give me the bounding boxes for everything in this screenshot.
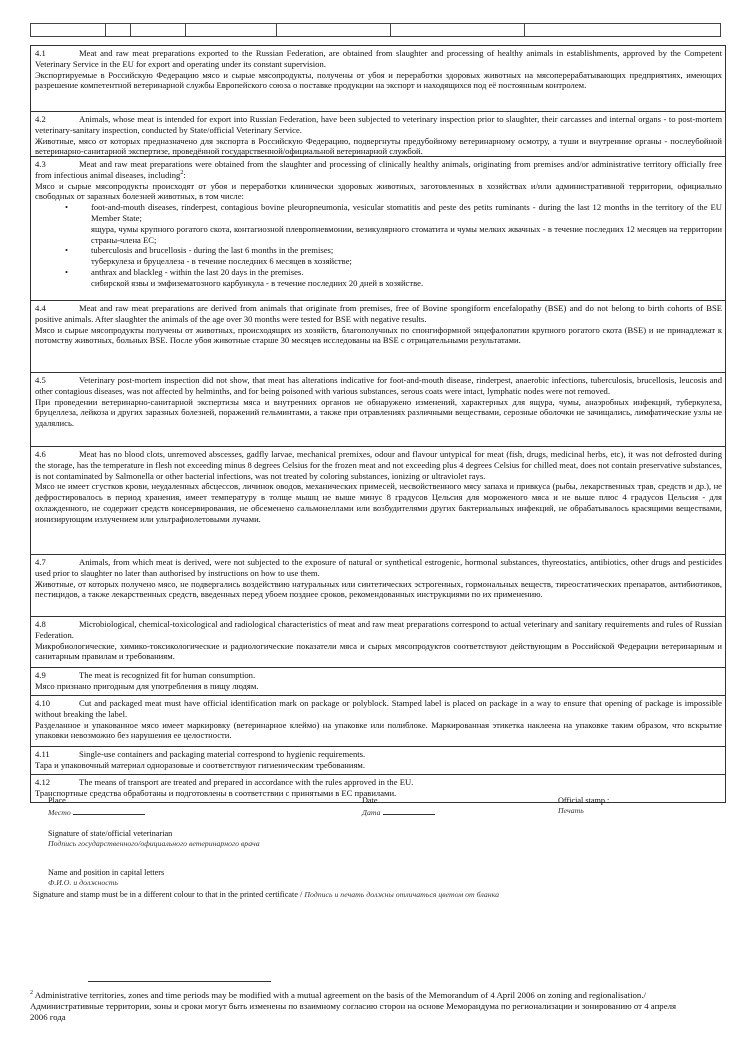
list-item: • foot-and-mouth diseases, rinderpest, contagious bovine pleuropneumonia, vesicular stomatitis and peste des petits ruminants - during the last 12 months in the territory of the EU Member State;: [35, 202, 722, 224]
clause-4-9: [31, 668, 725, 696]
clause-text-ru: Мясо признано пригодным для употребления в пищу людям.: [35, 680, 259, 691]
stamp-label-ru: Печать: [558, 806, 584, 815]
clause-number: 4.1: [35, 48, 46, 58]
clause-text-en: Animals, from which meat is derived, were not subjected to the exposure of natural or synthetical estrogenic, hormonal substances, thyreostatics, antibiotics, other drugs and pesticides used prior to slaughter no later than authorised by instructions on how to use them.: [35, 557, 722, 578]
clause-text-en: Microbiological, chemical-toxicological and radiological characteristics of meat and raw meat preparations correspond to actual veterinary and sanitary requirements and rules of Russian Federation.: [35, 619, 722, 640]
clause-en: [35, 749, 722, 760]
vet-signature-field: [48, 829, 260, 849]
clause-text-ru: Мясо и сырые мясопродукты происходят от убоя и переработки клинически здоровых животных, заготовленных в хозяйствах и/или административной территории, официально свободных от заразных болезней животных, в том числе:: [35, 180, 722, 202]
clauses-table: [30, 45, 726, 803]
list-item: • tuberculosis and brucellosis - during the last 6 months in the premises;: [35, 245, 722, 256]
clause-number: 4.5: [35, 375, 46, 385]
footnote-number: 2: [30, 990, 33, 996]
clause-text-en-end: :: [183, 169, 186, 180]
clause-text-ru: Животные, мясо от которых предназначено для экспорта в Российскую Федерацию, подвергнуты предубойному ветеринарному осмотру, а туши и внутренние органы - послеубойной ветеринарно-санитарной экспертизе, проведённой государственной/официальной ветеринарной службой.: [35, 135, 722, 157]
date-line: [383, 806, 435, 815]
clause-en: [35, 114, 722, 136]
clause-4-8: [31, 617, 725, 668]
clause-text-en: Meat and raw meat preparations exported to the Russian Federation, are obtained from slaughter and processing of healthy animals in establishments, approved by the Competent Veterinary Service in the EU for export and operating under its constant supervision.: [35, 48, 722, 69]
note-separator: /: [297, 890, 305, 899]
note-ru: Подпись и печать должны отличаться цветом от бланка: [304, 890, 499, 899]
clause-text-ru: Тара и упаковочный материал одноразовые и соответствуют гигиеническим требованиям.: [35, 759, 365, 770]
clause-number: 4.10: [35, 698, 51, 708]
clause-number: 4.3: [35, 159, 46, 169]
clause-text-ru: При проведении ветеринарно-санитарной экспертизы мяса и внутренних органов не обнаружено изменений, характерных для ящура, чумы, анаэробных инфекций, туберкулеза, бруцеллеза, лейкоза и других заразных болезней, поражений гельминтами, а также при отравлениях различными веществами, серозные оболочки не зачищались, лимфатические узлы не удалялись.: [35, 396, 722, 429]
clause-text-en: The means of transport are treated and prepared in accordance with the rules approved in the EU.: [79, 777, 414, 787]
clause-number: 4.6: [35, 449, 46, 459]
list-item-ru: ящура, чумы крупного рогатого скота, контагиозной плевропневмонии, везикулярного стоматита и чумы мелких жвачных - в течение последних 12 месяцев на территории страны-члена ЕС;: [91, 223, 722, 245]
name-position-label-ru: Ф.И.О. и должность: [48, 878, 118, 887]
date-label: Date: [362, 796, 378, 805]
clause-text-ru: Животные, от которых получено мясо, не подвергались воздействию натуральных или синтетических эстрогенных, гормональных веществ, тиреостатических препаратов, антибиотиков, пестицидов, а также лекарственных средств, введенных перед убоем позднее сроков, рекомендованных инструкциями по их применению.: [35, 578, 722, 600]
clause-number: 4.9: [35, 670, 46, 680]
clause-number: 4.7: [35, 557, 46, 567]
clause-text-ru: Мясо и сырые мясопродукты получены от животных, происходящих из хозяйств, благополучных по спонгиформной энцефалопатии крупного рогатого скота (BSE) и не принадлежат к потомству животных, больных BSE. После убоя животные старше 30 месяцев исследованы на BSE с отрицательными результатами.: [35, 324, 722, 346]
table-cell: [525, 24, 721, 37]
clause-text-en: Meat and raw meat preparations are derived from animals that originate from premises, free of Bovine spongiform encefalopathy (BSE) and do not belong to birth cohorts of BSE positive animals. After slaughter the animals of the age over 30 months were tested for BSE with negative results.: [35, 303, 722, 324]
table-cell: [277, 24, 391, 37]
clause-text-en: Cut and packaged meat must have official identification mark on package or polyblock. Stamped label is placed on package in a way to ensure that opening of package is impossible without breaking the label.: [35, 698, 722, 719]
name-position-field: [48, 868, 164, 888]
clause-number: 4.12: [35, 777, 51, 787]
date-label-ru: Дата: [362, 808, 381, 817]
footnote-text: Administrative territories, zones and time periods may be modified with a mutual agreement on the basis of the Memorandum of 4 April 2006 on zoning and regionalisation./Административные территории, зоны и сроки могут быть изменены по взаимному согласию сторон на основе Меморандума по регионализации и зонированию от 4 апреля 2006 года: [30, 990, 677, 1022]
name-position-label: Name and position in capital letters: [48, 868, 165, 877]
table-cell: [31, 24, 106, 37]
clause-en: [35, 449, 722, 481]
clause-4-6: [31, 447, 725, 555]
header-table-stub: [30, 23, 721, 37]
footnote: [30, 990, 690, 1023]
vet-signature-label-ru: Подпись государственного/официального ветеринарного врача: [48, 839, 260, 848]
place-label: Place: [48, 796, 66, 805]
footnote-ref: 2: [180, 169, 184, 176]
clause-text-en: Veterinary post-mortem inspection did not show, that meat has alterations indicative for foot-and-mouth disease, rinderpest, anaerobic infections, tuberculosis, brucellosis, leucosis and other contagious diseases, was not affected by helminths, and for being poisoned with various substances, serous coats were intact, lymphatic nodes were not removed.: [35, 375, 722, 396]
clause-en: [35, 159, 722, 181]
clause-text-ru: Экспортируемые в Российскую Федерацию мясо и сырые мясопродукты, получены от убоя и переработки здоровых животных на мясоперерабатывающих предприятиях, имеющих разрешение компетентной ветеринарной службы Европейского союза о поставке продукции на экспорт и находящихся под её постоянным контролем.: [35, 69, 722, 91]
table-cell: [391, 24, 525, 37]
clause-4-4: [31, 301, 725, 373]
clause-en: [35, 698, 722, 720]
clause-en: [35, 557, 722, 579]
clause-4-11: [31, 747, 725, 775]
footnote-divider: [88, 981, 271, 982]
vet-signature-label: Signature of state/official veterinarian: [48, 829, 173, 838]
list-item: • anthrax and blackleg - within the last 20 days in the premises.: [35, 267, 722, 278]
date-field: [362, 796, 435, 818]
clause-en: [35, 375, 722, 397]
clause-4-1: [31, 46, 725, 112]
note-en: Signature and stamp must be in a different colour to that in the printed certificate: [33, 890, 298, 899]
clause-text-en: The meat is recognized fit for human consumption.: [79, 670, 256, 680]
list-item-ru: сибирской язвы и эмфизематозного карбункула - в течение последних 20 дней в хозяйстве.: [91, 277, 424, 288]
clause-text-ru: Разделанное и упакованное мясо имеет маркировку (ветеринарное клеймо) на упаковке или полиблоке. Маркированная этикетка наклеена на упаковке таким образом, что вскрытие упаковки невозможно без нарушения ее целостности.: [35, 719, 722, 741]
signature-colour-note: [33, 890, 499, 900]
clause-en: [35, 619, 722, 641]
clause-text-ru: Транспортные средства обработаны и подготовлены в соответствии с принятыми в ЕС правилами.: [35, 787, 397, 798]
clause-4-10: [31, 696, 725, 747]
place-label-ru: Место: [48, 808, 71, 817]
place-line: [73, 806, 145, 815]
clause-en: [35, 48, 722, 70]
clause-4-2: [31, 112, 725, 157]
clause-4-3: [31, 157, 725, 301]
clause-number: 4.2: [35, 114, 46, 124]
table-cell: [186, 24, 277, 37]
clause-en: [35, 777, 722, 788]
table-cell: [106, 24, 131, 37]
clause-number: 4.8: [35, 619, 46, 629]
clause-4-7: [31, 555, 725, 617]
stamp-label: Official stamp :: [558, 796, 610, 805]
clause-text-en: Meat has no blood clots, unremoved abscesses, gadfly larvae, mechanical premixes, odour and flavour untypical for meat (fish, drugs, medicinal herbs, etc), it was not defrosted during the storage, has the temperature in flesh not exceeding minus 8 degrees Celsius for the frozen meat and not exceeding plus 4 degrees Celsius for chilled meat, does not contain preservative substances, is not contaminated by Salmonella or other bacterial infections, was not treated by coloring substances, ionizing or ultraviolet rays.: [35, 449, 722, 481]
table-cell: [131, 24, 186, 37]
clause-en: [35, 303, 722, 325]
official-stamp-field: [558, 796, 609, 816]
clause-en: [35, 670, 722, 681]
clause-text-en: Single-use containers and packaging material correspond to hygienic requirements.: [79, 749, 366, 759]
clause-number: 4.11: [35, 749, 50, 759]
list-item-ru: туберкулеза и бруцеллеза - в течение последних 6 месяцев в хозяйстве;: [91, 256, 352, 267]
clause-text-en: Animals, whose meat is intended for export into Russian Federation, have been subjected to veterinary inspection prior to slaughter, their carcasses and internal organs - to post-mortem veterinary-sanitary inspection, conducted by State/official Veterinary Service.: [35, 114, 722, 135]
clause-4-5: [31, 373, 725, 447]
clause-text-ru: Мясо не имеет сгустков крови, неудаленных абсцессов, личинок оводов, механических примесей, несвойственного мясу запаха и привкуса (рыбы, лекарственных трав, средств и др.), не дефростировалось в период хранения, имеет температуру в толще мышц не выше минус 8 градусов Цельсия для мороженого мяса и не выше плюс 4 градусов Цельсия - для охлажденного, не содержит средств консервирования, не обсеменено сальмонеллами или возбудителями других бактериальных инфекций, не обрабатывалось красящими веществами, ионизирующим излучением или ультрафиолетовыми лучами.: [35, 481, 722, 524]
clause-text-en: Meat and raw meat preparations were obtained from the slaughter and processing of clinically healthy animals, originating from premises and/or administrative territory officially free from infectious animal diseases, including: [35, 159, 722, 180]
place-field: [48, 796, 145, 818]
clause-text-ru: Микробиологические, химико-токсикологические и радиологические показатели мяса и сырых мясопродуктов соответствуют действующим в Российской Федерации ветеринарным и санитарным правилам и требованиям.: [35, 640, 722, 662]
clause-number: 4.4: [35, 303, 46, 313]
